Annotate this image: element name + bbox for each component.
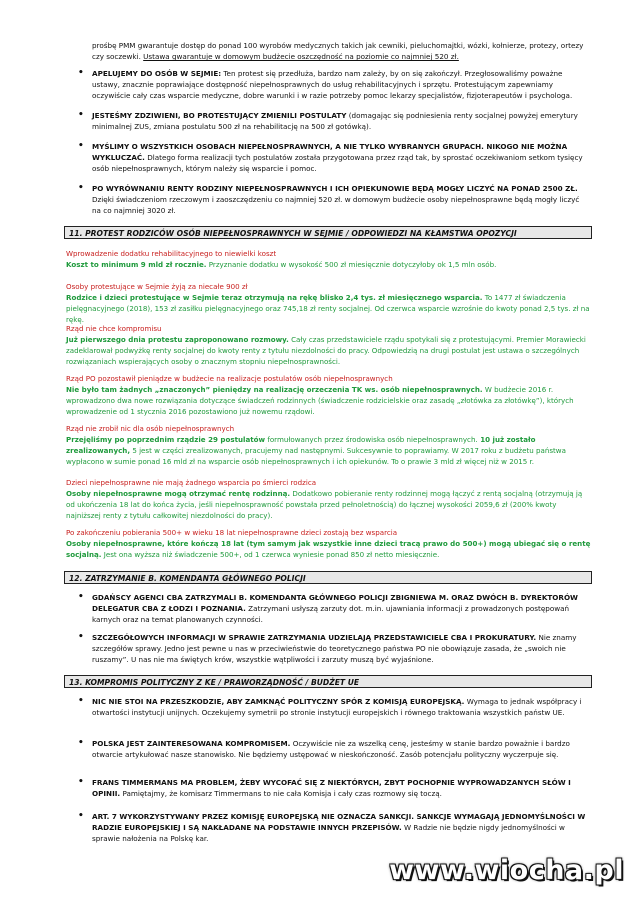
claim-text: Po zakończeniu pobierania 500+ w wieku 18 lat niepełnosprawne dzieci zostają bez wsparcia (66, 528, 398, 537)
section-12-header: 12. ZATRZYMANIE B. KOMENDANTA GŁÓWNEGO POLICJI (64, 571, 592, 584)
bullet-item (76, 632, 588, 665)
answer-text-2: 5 jest w części zrealizowanych, pracujemy nad następnymi. Sukcesywnie to poprawiamy. W 2017 roku z budżetu państwa wypłacono w sumie ponad 16 mld zł na wsparcie osób niepełnosprawnych i ich opiekunów. To o prawie 3 mld zł więcej niż w 2015 r. (66, 446, 566, 466)
bullet-item (76, 696, 588, 718)
answer-bold: Osoby niepełnosprawne mogą otrzymać rentę rodzinną. (66, 489, 291, 498)
bullet-text: Oczywiście nie za wszelką cenę, jesteśmy w stanie bardzo poważnie i bardzo otwarcie artykułować nasze stanowisko. Nie będziemy ustępować w nieskończoność. Zasób potencjału polityczny wyczerpuje się. (92, 739, 570, 759)
bullet-item (76, 592, 588, 625)
claim-text: Rząd nie zrobił nic dla osób niepełnosprawnych (66, 424, 235, 433)
bullet-item (76, 141, 588, 174)
answer-bold: Już pierwszego dnia protestu zaproponowano rozmowy. (66, 335, 289, 344)
answer-text: Dodatkowo pobieranie renty rodzinnej mogą łączyć z rentą socjalną (otrzymują ją od ukończenia 18 lat do końca życia, jeśli niepełnosprawność powstała przed pełnoletnością) do łącznej wysokości 2059,6 zł (200% kwoty najniższej renty z tytułu całkowitej niezdolności do pracy). (66, 489, 583, 520)
intro-underlined: Ustawa gwarantuje w domowym budżecie oszczędność na poziomie co najmniej 520 zł. (143, 52, 459, 61)
bullet-icon: • (78, 110, 84, 120)
bullet-icon: • (78, 141, 84, 151)
bullet-bold: SZCZEGÓŁOWYCH INFORMACJI W SPRAWIE ZATRZYMANIA UDZIELAJĄ PRZEDSTAWICIELE CBA I PROKURATURY. (92, 633, 537, 642)
claim-block (66, 423, 591, 467)
bullet-icon: • (78, 183, 84, 193)
bullet-icon: • (78, 632, 84, 642)
claim-block (66, 281, 591, 325)
answer-bold: Przejęliśmy po poprzednim rządzie 29 postulatów (66, 435, 266, 444)
bullet-item (76, 110, 588, 132)
answer-bold: Osoby niepełnosprawne, które kończą 18 lat (tym samym jak wszystkie inne dzieci tracą prawo do 500+) mogą ubiegać się o rentę socjalną. (66, 539, 591, 559)
bullet-text: Nie znamy szczegółów sprawy. Jedno jest pewne u nas w przeciwieństwie do teoretycznego państwa PO nie obowiązuje zasada, że „swoich nie ruszamy”. U nas nie ma świętych krów, wszystkie wątpliwości i zarzuty muszą być wyjaśnione. (92, 633, 577, 664)
bullet-text: Pamiętajmy, że komisarz Timmermans to nie cała Komisja i cały czas rozmowy się toczą. (120, 789, 442, 798)
claim-text: Dzieci niepełnosprawne nie mają żadnego wsparcia po śmierci rodzica (66, 478, 317, 487)
bullet-bold: MYŚLIMY O WSZYSTKICH OSOBACH NIEPEŁNOSPRAWNYCH, A NIE TYLKO WYBRANYCH GRUPACH. NIKOGO NIE MOŻNA WYKLUCZAĆ. (92, 142, 568, 162)
bullet-text: Dzięki świadczeniom rzeczowym i zaoszczędzeniu co najmniej 520 zł. w domowym budżecie osoby niepełnosprawne będą mogły liczyć na co najmniej 3020 zł. (92, 195, 580, 215)
bullet-bold: GDAŃSCY AGENCI CBA ZATRZYMALI B. KOMENDANTA GŁÓWNEGO POLICJI ZBIGNIEWA M. ORAZ DWÓCH B. DYREKTORÓW DELEGATUR CBA Z ŁODZI I POZNANIA. (92, 593, 578, 613)
claim-text: Osoby protestujące w Sejmie żyją za niecałe 900 zł (66, 282, 248, 291)
answer-text: formułowanych przez środowiska osób niepełnosprawnych. (265, 435, 478, 444)
bullet-bold: PO WYRÓWNANIU RENTY RODZINY NIEPEŁNOSPRAWNYCH I ICH OPIEKUNOWIE BĘDĄ MOGŁY LICZYĆ NA PONAD 2500 ZŁ. (92, 184, 578, 193)
answer-text: Cały czas przedstawiciele rządu spotykali się z protestującymi. Premier Morawiecki zadeklarował podwyżkę renty socjalnej do kwoty renty z tytułu niezdolności do pracy. Odpowiedzią na drugi postulat jest ustawa o szczególnych rozwiązaniach wspierających osoby o znacznym stopniu niepełnosprawności. (66, 335, 586, 366)
bullet-icon: • (78, 811, 84, 821)
bullet-bold: ART. 7 WYKORZYSTYWANY PRZEZ KOMISJĘ EUROPEJSKĄ NIE OZNACZA SANKCJI. SANKCJE WYMAGAJĄ JEDNOMYŚLNOŚCI W RADZIE EUROPEJSKIEJ I SĄ NAKŁADANE NA PODSTAWIE INNYCH PRZEPISÓW. (92, 812, 586, 832)
bullet-bold: FRANS TIMMERMANS MA PROBLEM, ŻEBY WYCOFAĆ SIĘ Z NIEKTÓRYCH, ZBYT POCHOPNIE WYPROWADZANYCH SŁÓW I OPINII. (92, 778, 571, 798)
bullet-item (76, 183, 588, 216)
bullet-icon: • (78, 738, 84, 748)
answer-text: To 1477 zł świadczenia pielęgnacyjnego (2018), 153 zł zasiłku pielęgnacyjnego oraz 745,18 zł renty socjalnej. Od czerwca wsparcie wzrośnie do kwoty ponad 2,5 tys. zł na rękę. (66, 293, 590, 324)
answer-bold: Rodzice i dzieci protestujące w Sejmie teraz otrzymują na rękę blisko 2,4 tys. zł miesięcznego wsparcia. (66, 293, 483, 302)
claim-block (66, 248, 591, 270)
claim-block (66, 323, 591, 367)
bullet-item (76, 811, 588, 844)
answer-text: Jest ona wyższa niż świadczenie 500+, od 1 czerwca wyniesie ponad 850 zł netto miesięcznie. (101, 550, 440, 559)
bullet-item (76, 738, 588, 760)
bullet-icon: • (78, 696, 84, 706)
bullet-bold: JESTEŚMY ZDZIWIENI, BO PROTESTUJĄCY ZMIENILI POSTULATY (92, 111, 347, 120)
answer-text: W budżecie 2016 r. wprowadzono dwa nowe rozwiązania dotyczące świadczeń rodzinnych (świadczenie rodzicielskie oraz zasadę „złotówka za złotówkę”), których wprowadzenie od 1 stycznia 2016 pozostawiono już nowemu rządowi. (66, 385, 574, 416)
section-11-header: 11. PROTEST RODZICÓW OSÓB NIEPEŁNOSPRAWNYCH W SEJMIE / ODPOWIEDZI NA KŁAMSTWA OPOZYCJI (64, 226, 592, 239)
bullet-bold: POLSKA JEST ZAINTERESOWANA KOMPROMISEM. (92, 739, 291, 748)
bullet-item (76, 68, 588, 101)
bullet-text: Zatrzymani usłyszą zarzuty dot. m.in. ujawniania informacji z prowadzonych postępowań karnych oraz na temat planowanych czynności. (92, 604, 570, 624)
bullet-text: Dlatego forma realizacji tych postulatów została przygotowana przez rząd tak, by sprostać oczekiwaniom setkom tysięcy osób niepełnosprawnych, którym należy się wsparcie i pomoc. (92, 153, 583, 173)
claim-block (66, 527, 591, 560)
intro-text: prośbę PMM gwarantuje dostęp do ponad 100 wyrobów medycznych takich jak cewniki, pieluchomajtki, wózki, kołnierze, protezy, ortezy czy soczewki. (92, 41, 584, 61)
bullet-icon: • (78, 592, 84, 602)
bullet-bold: NIC NIE STOI NA PRZESZKODZIE, ABY ZAMKNĄĆ POLITYCZNY SPÓR Z KOMISJĄ EUROPEJSKĄ. (92, 697, 465, 706)
answer-bold: Koszt to minimum 9 mld zł rocznie. (66, 260, 207, 269)
watermark-logo: www.wiocha.pl (389, 855, 624, 886)
claim-text: Rząd PO pozostawił pieniądze w budżecie na realizacje postulatów osób niepełnosprawnych (66, 374, 393, 383)
claim-block (66, 477, 591, 521)
answer-bold-2: 10 już zostało zrealizowanych, (66, 435, 536, 455)
claim-text: Wprowadzenie dodatku rehabilitacyjnego to niewielki koszt (66, 249, 277, 258)
bullet-text: (domagając się podniesienia renty socjalnej powyżej emerytury minimalnej ZUS, zmiana postulatu 500 zł na rehabilitację na 500 zł gotówką). (92, 111, 578, 131)
bullet-item (76, 777, 588, 799)
section-13-header: 13. KOMPROMIS POLITYCZNY Z KE / PRAWORZĄDNOŚĆ / BUDŻET UE (64, 675, 592, 688)
bullet-text: Ten protest się przedłuża, bardzo nam zależy, by on się zakończył. Przegłosowaliśmy poważne ustawy, znacznie poprawiające dostępność niepełnosprawnych do usług rehabilitacyjnych i sprzętu. Protestującym zapewniamy oczywiście cały czas wsparcie medyczne, dobre warunki i w razie potrzeby pomoc lekarzy specjalistów, fizjoterapeutów i psychologa. (92, 69, 573, 100)
bullet-text: Wymaga to jednak współpracy i otwartości instytucji unijnych. Oczekujemy symetrii po stronie instytucji europejskich i równego traktowania wszystkich państw UE. (92, 697, 582, 717)
claim-text: Rząd nie chce kompromisu (66, 324, 162, 333)
bullet-bold: APELUJEMY DO OSÓB W SEJMIE: (92, 69, 222, 78)
claim-block (66, 373, 591, 417)
answer-bold: Nie było tam żadnych „znaczonych” pieniędzy na realizację orzeczenia TK ws. osób niepełnosprawnych. (66, 385, 483, 394)
bullet-icon: • (78, 777, 84, 787)
bullet-icon: • (78, 68, 84, 78)
bullet-text: W Radzie nie będzie nigdy jednomyślności w sprawie nałożenia na Polskę kar. (92, 823, 565, 843)
intro-paragraph (92, 40, 594, 62)
answer-text: Przyznanie dodatku w wysokość 500 zł miesięcznie dotyczyłoby ok 1,5 mln osób. (206, 260, 497, 269)
